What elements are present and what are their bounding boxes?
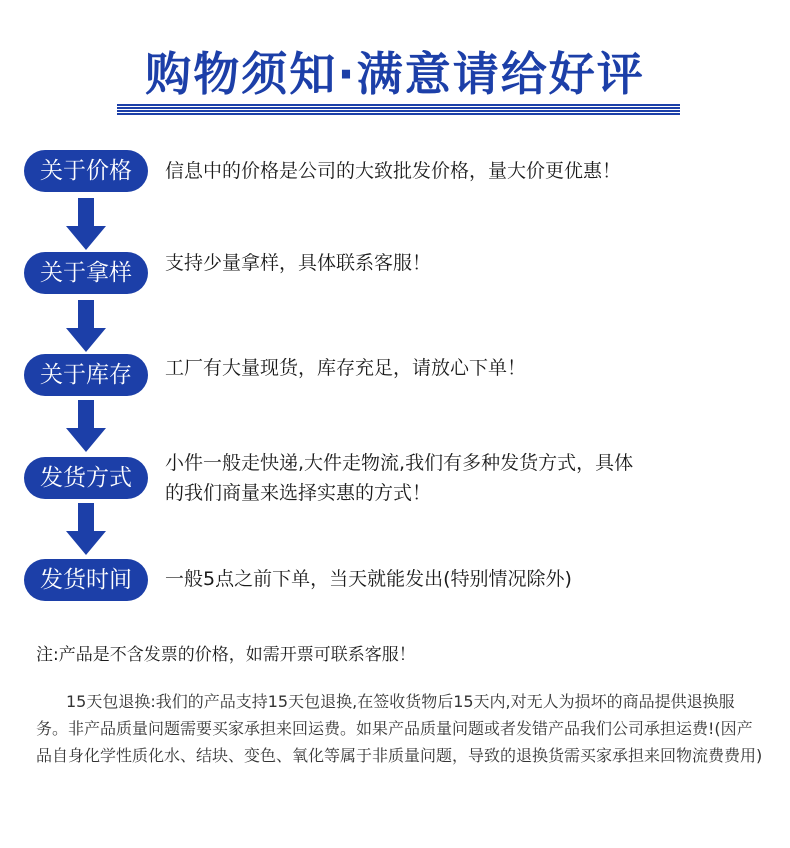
text-shipping-method-line2: 的我们商量来选择实惠的方式！ [165,482,432,504]
text-stock: 工厂有大量现货，库存充足，请放心下单！ [165,357,527,379]
invoice-note: 注:产品是不含发票的价格，如需开票可联系客服！ [36,645,416,665]
text-shipping-time: 一般5点之前下单，当天就能发出(特别情况除外) [165,568,572,590]
text-price: 信息中的价格是公司的大致批发价格，量大价更优惠！ [165,160,622,182]
text-shipping-method [165,448,633,508]
badge-stock: 关于库存 [24,354,148,396]
down-arrow-icon [66,400,106,452]
title-underline [117,104,680,116]
text-shipping-method-line1: 小件一般走快递,大件走物流,我们有多种发货方式，具体 [165,452,634,474]
badge-sample: 关于拿样 [24,252,148,294]
badge-price: 关于价格 [24,150,148,192]
return-policy: 15天包退换:我们的产品支持15天包退换,在签收货物后15天内,对无人为损坏的商品提供退换服务。非产品质量问题需要买家承担来回运费。如果产品质量问题或者发错产品我们公司承担运费!(因产品自身化学性质化水、结块、变色、氧化等属于非质量问题，导致的退换货需买家承担来回物流费费用) [36,692,763,765]
down-arrow-icon [66,300,106,352]
down-arrow-icon [66,503,106,555]
badge-shipping-time: 发货时间 [24,559,148,601]
text-sample: 支持少量拿样，具体联系客服！ [165,252,432,274]
badge-shipping-method: 发货方式 [24,457,148,499]
page-title: 购物须知·满意请给好评 [145,47,645,101]
down-arrow-icon [66,198,106,250]
